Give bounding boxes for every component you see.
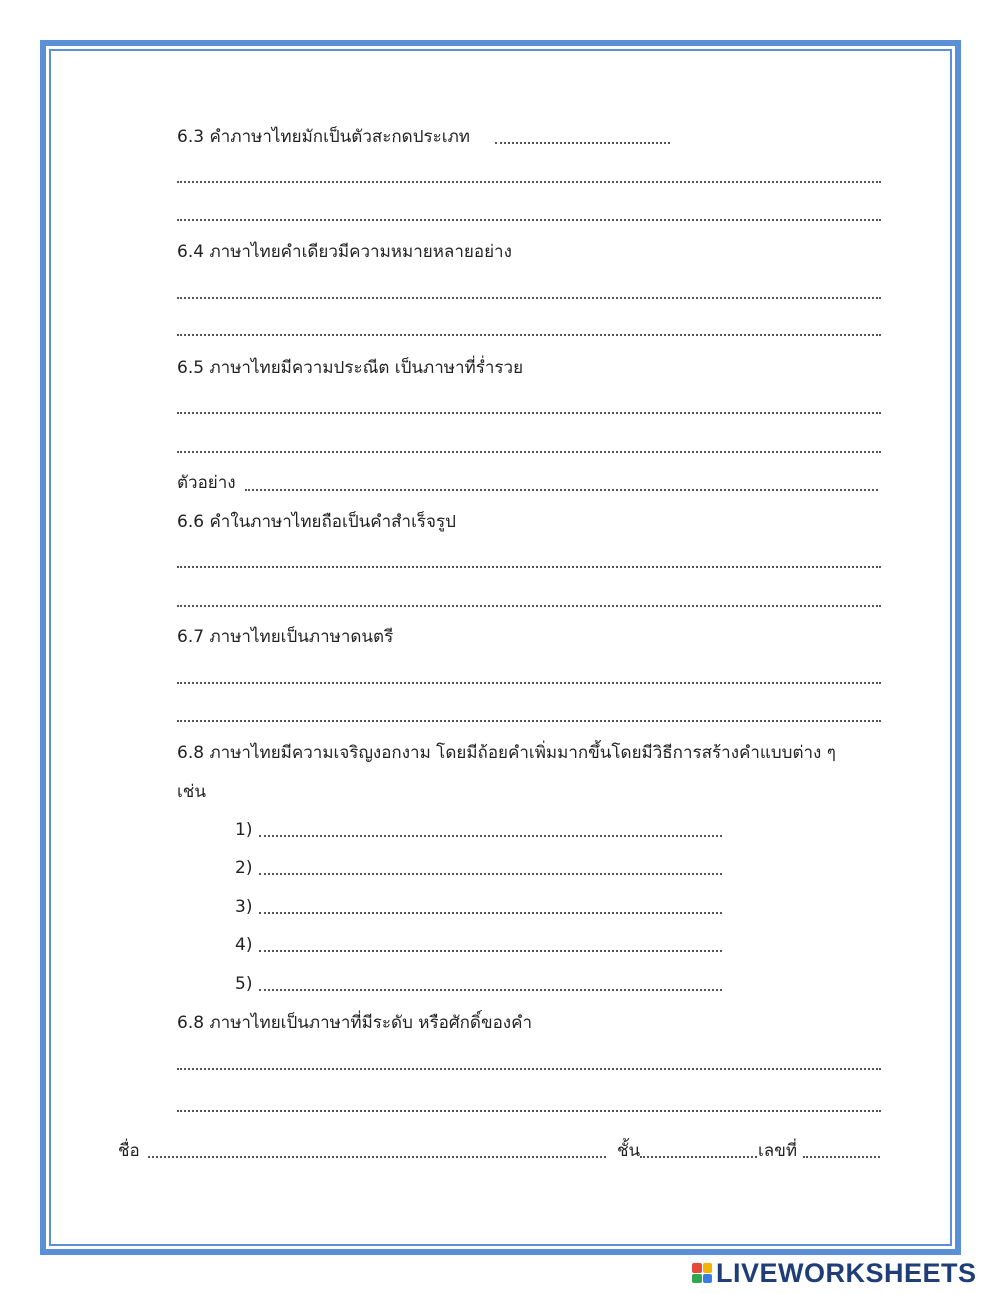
- numbered-label-2: 2): [235, 858, 253, 878]
- answer-line-6-5-2[interactable]: [177, 451, 881, 453]
- numbered-answer-1[interactable]: [259, 835, 722, 837]
- question-6-6: 6.6 คำในภาษาไทยถือเป็นคำสำเร็จรูป: [177, 512, 456, 532]
- numbered-label-5: 5): [235, 974, 253, 994]
- answer-line-6-7-1[interactable]: [177, 682, 881, 684]
- answer-line-6-3-2[interactable]: [177, 219, 881, 221]
- numbered-answer-4[interactable]: [259, 950, 722, 952]
- class-field[interactable]: [640, 1156, 757, 1158]
- numbered-answer-2[interactable]: [259, 873, 722, 875]
- question-6-3: 6.3 คำภาษาไทยมักเป็นตัวสะกดประเภท: [177, 127, 471, 147]
- answer-line-6-6-1[interactable]: [177, 566, 881, 568]
- numbered-label-3: 3): [235, 897, 253, 917]
- answer-line-6-7-2[interactable]: [177, 720, 881, 722]
- liveworksheets-logo-text: LIVEWORKSHEETS: [716, 1257, 977, 1288]
- answer-line-6-3-1[interactable]: [177, 181, 881, 183]
- answer-blank-6-3-inline[interactable]: [495, 142, 670, 144]
- answer-line-6-6-2[interactable]: [177, 605, 881, 607]
- question-6-8a-continuation: เช่น: [177, 782, 206, 802]
- answer-line-6-5-1[interactable]: [177, 412, 881, 414]
- answer-line-6-4-2[interactable]: [177, 334, 881, 336]
- question-6-4: 6.4 ภาษาไทยคำเดียวมีความหมายหลายอย่าง: [177, 242, 512, 262]
- answer-line-6-8b-1[interactable]: [177, 1068, 881, 1070]
- numbered-answer-3[interactable]: [259, 912, 722, 914]
- number-label: เลขที่: [758, 1141, 798, 1161]
- question-6-8a: 6.8 ภาษาไทยมีความเจริญงอกงาม โดยมีถ้อยคำเพิ่มมากขึ้นโดยมีวิธีการสร้างคำแบบต่าง ๆ: [177, 743, 836, 763]
- numbered-label-4: 4): [235, 935, 253, 955]
- question-6-8b: 6.8 ภาษาไทยเป็นภาษาที่มีระดับ หรือศักดิ์ของคำ: [177, 1013, 533, 1033]
- numbered-label-1: 1): [235, 820, 253, 840]
- liveworksheets-logo: [692, 1255, 977, 1291]
- answer-line-6-4-1[interactable]: [177, 297, 881, 299]
- number-field[interactable]: [803, 1156, 880, 1158]
- answer-line-6-8b-2[interactable]: [177, 1110, 881, 1112]
- name-field[interactable]: [148, 1156, 606, 1158]
- liveworksheets-logo-icon: [692, 1263, 712, 1283]
- class-label: ชั้น: [617, 1141, 641, 1161]
- question-6-5: 6.5 ภาษาไทยมีความประณีต เป็นภาษาที่ร่ำรวย: [177, 358, 524, 378]
- name-label: ชื่อ: [118, 1141, 140, 1161]
- numbered-answer-5[interactable]: [259, 989, 722, 991]
- example-answer-line[interactable]: [245, 489, 878, 491]
- question-6-7: 6.7 ภาษาไทยเป็นภาษาดนตรี: [177, 627, 394, 647]
- example-label: ตัวอย่าง: [177, 473, 236, 493]
